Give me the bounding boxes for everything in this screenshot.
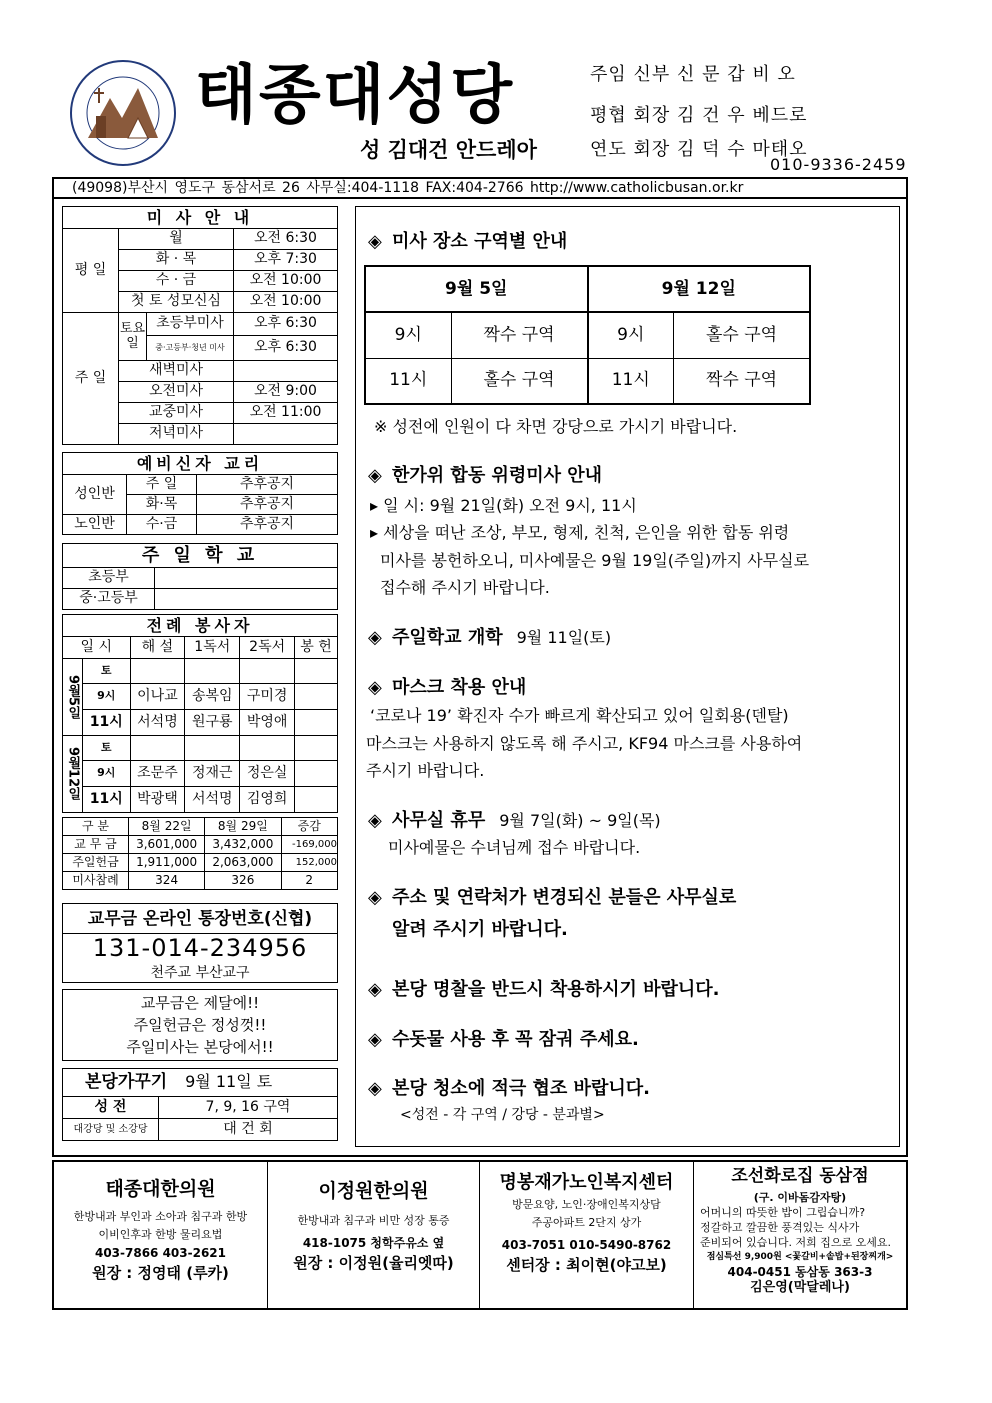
notice-text: ‘코로나 19’ 확진자 수가 빠르게 확산되고 있어 일회용(덴탈)	[370, 706, 789, 725]
ad-restaurant	[694, 1162, 906, 1308]
notice-title: 미사 장소 구역별 안내	[392, 231, 568, 252]
ad-phone: 418-1075 청학주유소 옆	[302, 1236, 445, 1250]
liturgy-cell: 조문주	[130, 761, 185, 787]
notice-nametag	[368, 975, 720, 1001]
mass-zone-cell: 짝수 구역	[451, 312, 588, 358]
ad-text: 정갈하고 깔끔한 풍격있는 식사가	[700, 1221, 860, 1234]
page-title: 태종대성당	[195, 59, 515, 133]
finance-header: 증감	[281, 818, 338, 836]
mass-time-cell: 11시	[588, 358, 674, 404]
contact-phone: 010-9336-2459	[770, 155, 907, 174]
school-division: 초등부	[63, 568, 155, 589]
liturgy-time: 9시	[83, 684, 131, 710]
diamond-icon: ◈	[368, 231, 382, 252]
finance-change: -169,000	[281, 836, 338, 854]
ad-phone: 403-7051 010-5490-8762	[501, 1238, 672, 1252]
liturgy-table	[62, 614, 338, 813]
finance-value: 3,432,000	[205, 836, 281, 854]
account-box	[62, 903, 338, 983]
catechumen-table	[62, 452, 338, 535]
ad-text: 어머니의 따뜻한 밥이 그립습니까?	[700, 1206, 866, 1219]
diamond-icon: ◈	[368, 1029, 382, 1050]
mass-day: 중·고등부·청년 미사	[147, 336, 234, 361]
cleaning-value: 대 건 회	[159, 1119, 338, 1141]
mass-day: 저녁미사	[119, 424, 234, 445]
notice-title: 수돗물 사용 후 꼭 잠궈 주세요.	[392, 1029, 639, 1050]
ad-clinic-2	[268, 1162, 480, 1308]
staff-prayer: 연도 회장 김 덕 수 마태오	[590, 139, 808, 160]
notice-title: 한가위 합동 위령미사 안내	[392, 465, 603, 486]
ads-footer	[52, 1160, 908, 1310]
notice-memorial-mass	[368, 461, 602, 487]
finance-header: 8월 22일	[129, 818, 205, 836]
ad-name: 조선화로집 동삼점	[731, 1166, 869, 1186]
mass-time	[234, 361, 338, 382]
class-status: 추후공지	[197, 515, 338, 535]
liturgy-time: 9시	[83, 761, 131, 787]
finance-header: 구 분	[63, 818, 129, 836]
finance-table	[62, 817, 338, 890]
mass-day: 첫 토 성모신심	[119, 292, 234, 313]
cleaning-date: 9월 11일 토	[185, 1072, 273, 1092]
diamond-icon: ◈	[368, 1078, 382, 1099]
finance-header: 8월 29일	[205, 818, 281, 836]
notice-title: 사무실 휴무	[392, 810, 486, 831]
diamond-icon: ◈	[368, 627, 382, 648]
ad-phone: 403-7866 403-2621	[94, 1246, 227, 1260]
mass-day: 초등부미사	[147, 313, 234, 336]
mass-time	[234, 424, 338, 445]
ad-text: 한방내과 부인과 소아과 침구과 한방	[73, 1210, 248, 1223]
diamond-icon: ◈	[368, 465, 382, 486]
cleaning-table	[62, 1068, 338, 1141]
sunday-school-title: 주 일 학 교	[63, 544, 338, 568]
ad-text: 주공아파트 2단지 상가	[531, 1216, 642, 1229]
liturgy-cell: 김영희	[240, 787, 295, 813]
mass-guide-title: 미 사 안 내	[63, 207, 338, 229]
finance-value: 1,911,000	[129, 854, 205, 872]
mass-guide-table	[62, 206, 338, 445]
liturgy-header: 해 설	[130, 637, 185, 659]
notice-text: ▸ 세상을 떠난 조상, 부모, 형제, 친척, 은인을 위한 합동 위령	[370, 523, 790, 542]
ad-name: 명봉재가노인복지센터	[499, 1172, 674, 1193]
finance-value: 326	[205, 872, 281, 890]
slogan-box	[62, 989, 338, 1061]
liturgy-header: 일 시	[63, 637, 131, 659]
mass-time: 오전 10:00	[234, 292, 338, 313]
mass-date-header: 9월 12일	[588, 266, 811, 312]
cleaning-value: 7, 9, 16 구역	[159, 1097, 338, 1119]
liturgy-cell: 정재근	[185, 761, 240, 787]
cleaning-title: 본당가꾸기	[85, 1072, 168, 1093]
liturgy-cell: 박광택	[130, 787, 185, 813]
ad-text: 준비되어 있습니다. 저희 집으로 오세요.	[700, 1236, 891, 1249]
mass-time: 오후 6:30	[234, 313, 338, 336]
mass-day: 오전미사	[119, 382, 234, 403]
ad-name: 이정원한의원	[318, 1180, 429, 1202]
notice-title: 본당 명찰을 반드시 착용하시기 바랍니다.	[392, 979, 720, 1000]
notice-text: 마스크는 사용하지 않도록 해 주시고, KF94 마스크를 사용하여	[366, 734, 803, 753]
finance-label: 주일헌금	[63, 854, 129, 872]
ad-clinic-1	[54, 1162, 268, 1308]
ad-text: 점심특선 9,900원 <꽃갈비+솥밥+된장찌개>	[706, 1252, 894, 1262]
mass-time-cell: 9시	[588, 312, 674, 358]
class-day: 화·목	[127, 495, 197, 515]
notice-date: 9월 7일(화) ~ 9일(목)	[499, 811, 661, 830]
slogan-line: 교무금은 제달에!!	[140, 994, 260, 1012]
slogan-line: 주일헌금은 정성껏!!	[133, 1016, 267, 1034]
liturgy-cell: 서석명	[130, 710, 185, 736]
account-holder: 천주교 부산교구	[150, 965, 250, 981]
sunday-school-table	[62, 543, 338, 610]
notices-panel	[355, 206, 900, 1147]
class-status: 추후공지	[197, 495, 338, 515]
ad-text: 한방내과 침구과 비만 성장 통증	[297, 1214, 450, 1227]
mass-time: 오전 10:00	[234, 271, 338, 292]
liturgy-cell: 정은실	[240, 761, 295, 787]
notice-water	[368, 1025, 639, 1051]
notice-date: 9월 11일(토)	[516, 628, 612, 647]
slogan-line: 주일미사는 본당에서!!	[126, 1038, 274, 1056]
account-number: 131-014-234956	[92, 934, 308, 962]
ad-owner: 김은영(막달레나)	[750, 1280, 850, 1295]
liturgy-time: 토	[83, 736, 131, 761]
weekday-label: 평 일	[63, 229, 119, 313]
ad-text: (구. 이바돔감자탕)	[753, 1191, 847, 1204]
ad-welfare-center	[480, 1162, 694, 1308]
notice-mask	[368, 673, 526, 699]
ad-director: 원장 : 정영태 (루카)	[92, 1264, 229, 1282]
notice-text: 주시기 바랍니다.	[366, 761, 485, 780]
mass-date-header: 9월 5일	[365, 266, 588, 312]
mass-time: 오후 7:30	[234, 250, 338, 271]
notice-title: 본당 청소에 적극 협조 바랍니다.	[392, 1078, 650, 1099]
finance-label: 미사참례	[63, 872, 129, 890]
notice-text: 미사를 봉헌하오니, 미사예물은 9월 19일(주일)까지 사무실로	[380, 551, 810, 570]
liturgy-date: 9월12일	[63, 736, 83, 813]
notice-text: ▸ 일 시: 9월 21일(화) 오전 9시, 11시	[370, 496, 637, 515]
cleaning-label: 대강당 및 소강당	[63, 1119, 159, 1141]
notice-mass-location	[368, 227, 567, 253]
notice-title: 주소 및 연락처가 변경되신 분들은 사무실로	[392, 887, 737, 908]
notice-title: 주일학교 개학	[392, 627, 503, 648]
ad-text: 방문요양, 노인·장애인복지상담	[512, 1198, 661, 1211]
finance-change: 2	[281, 872, 338, 890]
liturgy-time: 11시	[83, 787, 131, 813]
diamond-icon: ◈	[368, 979, 382, 1000]
catechumen-title: 예비신자 교리	[63, 453, 338, 475]
finance-label: 교 무 금	[63, 836, 129, 854]
mass-zone-cell: 홀수 구역	[451, 358, 588, 404]
mass-time: 오후 6:30	[234, 336, 338, 361]
liturgy-header: 봉 헌	[295, 637, 338, 659]
diamond-icon: ◈	[368, 887, 382, 908]
liturgy-cell: 서석명	[185, 787, 240, 813]
liturgy-cell: 구미경	[240, 684, 295, 710]
mass-day: 화 · 목	[119, 250, 234, 271]
liturgy-cell: 원구룡	[185, 710, 240, 736]
class-day: 수·금	[127, 515, 197, 535]
staff-council: 평협 회장 김 건 우 베드로	[590, 105, 808, 126]
notice-sunday-school	[368, 623, 611, 649]
notice-address-change	[368, 883, 736, 909]
class-day: 주 일	[127, 475, 197, 495]
mass-location-table	[364, 265, 811, 405]
liturgy-time: 11시	[83, 710, 131, 736]
ad-name: 태종대한의원	[105, 1178, 216, 1200]
notice-text: 미사예물은 수녀님께 접수 바랍니다.	[388, 838, 641, 857]
notice-office-closed	[368, 806, 661, 832]
notice-title: 마스크 착용 안내	[392, 677, 527, 698]
mass-time: 오전 6:30	[234, 229, 338, 250]
sunday-label: 주 일	[63, 313, 119, 445]
mass-day: 교중미사	[119, 403, 234, 424]
class-status: 추후공지	[197, 475, 338, 495]
liturgy-title: 전례 봉사자	[63, 615, 338, 637]
liturgy-time: 토	[83, 659, 131, 684]
mass-day: 새벽미사	[119, 361, 234, 382]
elder-class-label: 노인반	[63, 515, 127, 535]
notice-text: <성전 - 각 구역 / 강당 - 분과별>	[400, 1107, 605, 1123]
finance-value: 3,601,000	[129, 836, 205, 854]
notice-text: 접수해 주시기 바랍니다.	[380, 578, 550, 597]
liturgy-cell: 이나교	[130, 684, 185, 710]
address-bar: (49098)부산시 영도구 동삼서로 26 사무실:404-1118 FAX:404-2766 http://www.catholicbusan.or.kr	[52, 177, 908, 199]
church-logo	[58, 58, 188, 168]
liturgy-header: 2독서	[240, 637, 295, 659]
account-title: 교무금 온라인 통장번호(신협)	[63, 904, 337, 934]
mass-zone-cell: 짝수 구역	[674, 358, 811, 404]
patron-saint: 성 김대건 안드레아	[360, 138, 537, 162]
finance-value: 2,063,000	[205, 854, 281, 872]
liturgy-cell: 송복임	[185, 684, 240, 710]
mass-day: 월	[119, 229, 234, 250]
liturgy-date: 9월5일	[63, 659, 83, 736]
diamond-icon: ◈	[368, 810, 382, 831]
adult-class-label: 성인반	[63, 475, 127, 515]
ad-phone: 404-0451 동삼동 363-3	[727, 1265, 873, 1279]
ad-text: 이비인후과 한방 물리요법	[98, 1228, 223, 1241]
mass-time-cell: 9시	[365, 312, 451, 358]
mass-zone-cell: 홀수 구역	[674, 312, 811, 358]
notice-title: 알려 주시기 바랍니다.	[392, 919, 568, 940]
saturday-label: 토요일	[119, 313, 147, 361]
liturgy-header: 1독서	[185, 637, 240, 659]
mass-time: 오전 11:00	[234, 403, 338, 424]
ad-director: 원장 : 이정원(율리엣따)	[293, 1254, 454, 1272]
staff-pastor: 주임 신부 신 문 갑 비 오	[590, 64, 796, 85]
mass-time-cell: 11시	[365, 358, 451, 404]
liturgy-cell: 박영애	[240, 710, 295, 736]
finance-change: 152,000	[281, 854, 338, 872]
diamond-icon: ◈	[368, 677, 382, 698]
ad-director: 센터장 : 최이현(야고보)	[506, 1256, 667, 1274]
notice-text: ※ 성전에 인원이 다 차면 강당으로 가시기 바랍니다.	[374, 417, 738, 436]
school-division: 중·고등부	[63, 589, 155, 610]
mass-day: 수 · 금	[119, 271, 234, 292]
finance-value: 324	[129, 872, 205, 890]
mass-time: 오전 9:00	[234, 382, 338, 403]
notice-cleaning	[368, 1074, 650, 1100]
cleaning-label: 성 전	[63, 1097, 159, 1119]
